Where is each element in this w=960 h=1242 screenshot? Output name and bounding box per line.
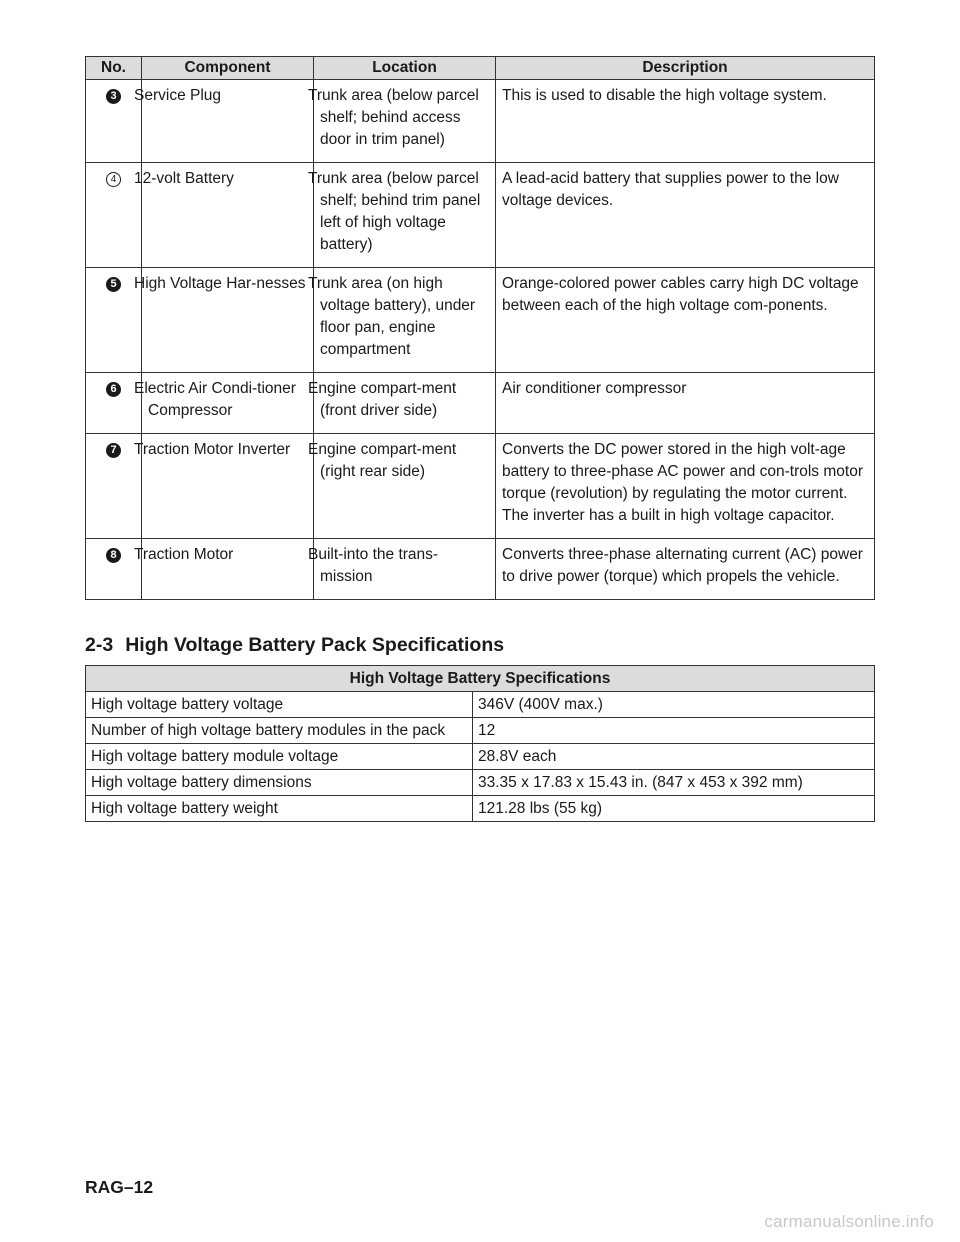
spec-value: 121.28 lbs (55 kg) [473, 796, 875, 822]
location-cell: Trunk area (below parcel shelf; behind access door in trim panel) [314, 80, 496, 163]
spec-label: High voltage battery module voltage [86, 744, 473, 770]
spec-label: High voltage battery voltage [86, 692, 473, 718]
table-row [86, 744, 875, 770]
location-cell: Trunk area (below parcel shelf; behind trim panel left of high voltage battery) [314, 163, 496, 268]
header-no: No. [86, 57, 142, 80]
section-number: 2-3 [85, 634, 114, 656]
component-cell: High Voltage Har-nesses [142, 268, 314, 373]
components-table [85, 56, 875, 600]
table-row [86, 80, 875, 163]
table-row [86, 373, 875, 434]
table-row [86, 163, 875, 268]
spec-label: Number of high voltage battery modules in the pack [86, 718, 473, 744]
description-cell: A lead-acid battery that supplies power to the low voltage devices. [496, 163, 875, 268]
item-number-badge: 5 [106, 277, 121, 292]
spec-label: High voltage battery dimensions [86, 770, 473, 796]
section-heading [85, 634, 504, 657]
spec-value: 346V (400V max.) [473, 692, 875, 718]
spec-value: 28.8V each [473, 744, 875, 770]
table-row [86, 539, 875, 600]
item-number-badge: 4 [106, 172, 121, 187]
specs-table [85, 665, 875, 822]
location-cell: Engine compart-ment (front driver side) [314, 373, 496, 434]
description-cell: Converts three-phase alternating current (AC) power to drive power (torque) which propels the vehicle. [496, 539, 875, 600]
spec-value: 33.35 x 17.83 x 15.43 in. (847 x 453 x 392 mm) [473, 770, 875, 796]
component-cell: Service Plug [142, 80, 314, 163]
item-number-badge: 8 [106, 548, 121, 563]
table-row [86, 434, 875, 539]
header-component: Component [142, 57, 314, 80]
section-title: High Voltage Battery Pack Specifications [125, 634, 505, 656]
component-cell: Electric Air Condi-tioner Compressor [142, 373, 314, 434]
specs-table-header: High Voltage Battery Specifications [86, 666, 875, 692]
description-cell: Converts the DC power stored in the high volt-age battery to three-phase AC power and con-trols motor torque (revolution) by regulating the motor current. The inverter has a built in high voltage capacitor. [496, 434, 875, 539]
description-cell: Air conditioner compressor [496, 373, 875, 434]
description-cell: Orange-colored power cables carry high DC voltage between each of the high voltage com-ponents. [496, 268, 875, 373]
spec-label: High voltage battery weight [86, 796, 473, 822]
location-cell: Trunk area (on high voltage battery), under floor pan, engine compartment [314, 268, 496, 373]
specs-table-header-row [86, 666, 875, 692]
component-cell: Traction Motor [142, 539, 314, 600]
table-row [86, 718, 875, 744]
component-cell: Traction Motor Inverter [142, 434, 314, 539]
item-number-badge: 7 [106, 443, 121, 458]
table-row [86, 268, 875, 373]
page-number: RAG–12 [85, 1177, 154, 1197]
header-location: Location [314, 57, 496, 80]
components-table-header-row [86, 57, 875, 80]
location-cell: Engine compart-ment (right rear side) [314, 434, 496, 539]
table-row [86, 796, 875, 822]
location-cell: Built-into the trans-mission [314, 539, 496, 600]
description-cell: This is used to disable the high voltage system. [496, 80, 875, 163]
spec-value: 12 [473, 718, 875, 744]
table-row [86, 770, 875, 796]
component-cell: 12-volt Battery [142, 163, 314, 268]
item-number-badge: 6 [106, 382, 121, 397]
watermark: carmanualsonline.info [764, 1212, 934, 1231]
item-number-badge: 3 [106, 89, 121, 104]
header-description: Description [496, 57, 875, 80]
table-row [86, 692, 875, 718]
